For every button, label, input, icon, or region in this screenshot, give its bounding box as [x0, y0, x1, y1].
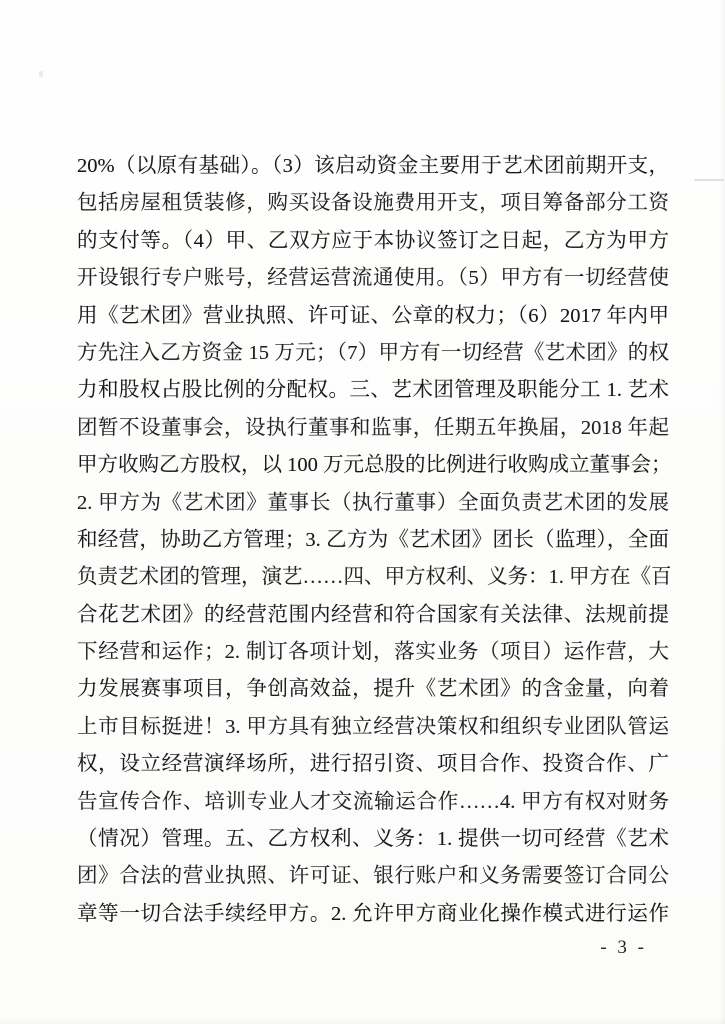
text-line: 负责艺术团的管理，演艺……四、甲方权利、义务：1. 甲方在《百 [77, 566, 672, 589]
text-line: 开设银行专户账号，经营运营流通使用。（5）甲方有一切经营使 [77, 267, 669, 290]
text-line: （情况）管理。五、乙方权利、义务：1. 提供一切可经营《艺术 [77, 828, 669, 851]
text-line: 20%（以原有基础）。（3）该启动资金主要用于艺术团前期开支， [77, 155, 669, 177]
text-line: 包括房屋租赁装修，购买设备设施费用开支，项目筹备部分工资 [77, 192, 669, 215]
text-line: 上市目标挺进！3. 甲方具有独立经营决策权和组织专业团队管运 [77, 715, 669, 738]
text-line: 和经营，协助乙方管理；3. 乙方为《艺术团》团长（监理），全面 [77, 528, 669, 551]
text-line: 的支付等。（4）甲、乙双方应于本协议签订之日起，乙方为甲方 [77, 229, 669, 252]
text-line: 权，设立经营演绎场所，进行招引资、项目合作、投资合作、广 [77, 753, 669, 776]
scan-edge-shadow [0, 1018, 725, 1024]
text-line: 方先注入乙方资金 15 万元；（7）甲方有一切经营《艺术团》的权 [77, 341, 669, 364]
text-line: 章等一切合法手续经甲方。2. 允许甲方商业化操作模式进行运作 [77, 902, 669, 925]
text-line: 合花艺术团》的经营范围内经营和符合国家有关法律、法规前提 [77, 603, 669, 626]
text-line: 下经营和运作；2. 制订各项计划，落实业务（项目）运作营，大 [77, 641, 669, 664]
contract-text-block [77, 148, 672, 933]
text-line: 2. 甲方为《艺术团》董事长（执行董事）全面负责艺术团的发展 [77, 491, 669, 514]
text-line: 甲方收购乙方股权，以 100 万元总股的比例进行收购成立董事会； [77, 454, 672, 477]
page-number: - 3 - [600, 937, 647, 958]
text-line: 力和股权占股比例的分配权。三、艺术团管理及职能分工 1. 艺术 [77, 379, 669, 402]
text-line: 团》合法的营业执照、许可证、银行账户和义务需要签订合同公 [77, 865, 669, 888]
scan-artifact [39, 71, 43, 77]
text-line: 用《艺术团》营业执照、许可证、公章的权力；（6）2017 年内甲 [77, 304, 669, 327]
scan-edge-shadow [719, 0, 725, 1024]
text-line: 力发展赛事项目，争创高效益，提升《艺术团》的含金量，向着 [77, 678, 669, 701]
text-line: 告宣传合作、培训专业人才交流输运合作……4. 甲方有权对财务 [77, 790, 669, 813]
text-line: 团暂不设董事会，设执行董事和监事，任期五年换届，2018 年起 [77, 416, 669, 439]
